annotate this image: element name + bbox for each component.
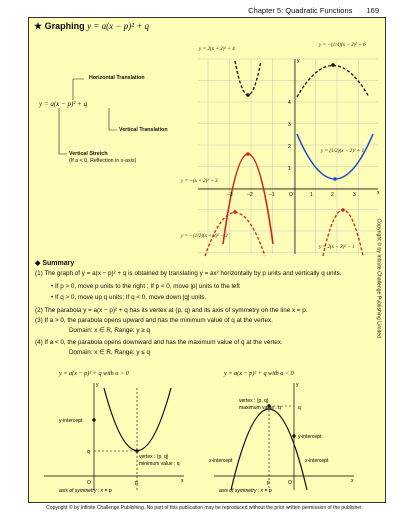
left-y-intercept: y-intercept	[59, 418, 83, 424]
right-maximum: maximum value : q	[239, 405, 281, 411]
curve-blue	[297, 134, 373, 179]
horizontal-translation-label: Horizontal Translation	[89, 75, 145, 81]
left-minimum: minimum value : q	[139, 461, 180, 467]
summary-item-1b: • If q > 0, move up q units; If q < 0, move down |q| units.	[51, 294, 207, 301]
vertical-stretch-label: Vertical Stretch	[69, 151, 108, 157]
curve-red	[223, 154, 273, 244]
summary-item-4: (4) If a < 0, the parabola opens downward and has the maximum value of q at the vertex.	[35, 339, 283, 346]
page-header	[236, 6, 379, 15]
curve-topright	[297, 66, 369, 98]
label-topright: y = −(1/4)(x − 2)² + 6	[319, 42, 366, 48]
side-copyright: Copyright © by Infinite Challenge Publishing Limited	[375, 218, 381, 338]
page-number: 169	[366, 6, 379, 15]
right-x: x	[351, 478, 354, 484]
x-tick-3: 3	[353, 192, 356, 198]
label-red: y = −(x + 2)² + 3	[181, 178, 218, 184]
right-small-graph	[209, 378, 359, 493]
left-p: p	[135, 480, 138, 486]
formula-arrows	[29, 18, 169, 178]
right-q: q	[298, 405, 301, 411]
x-tick-neg2: −2	[247, 192, 253, 198]
origin-label: O	[289, 192, 293, 198]
summary-item-1a: • If p > 0, move p units to the right ; If p < 0, move |p| units to the left	[51, 283, 240, 290]
right-x-intercept-2: x-intercept	[305, 458, 329, 464]
graph-grid	[198, 59, 378, 254]
x-tick-neg3: −3	[227, 192, 233, 198]
left-x: x	[181, 478, 184, 484]
label-blue: y = (1/2)(x − 2)² + 1	[321, 148, 365, 154]
label-bottom-left: y = −(1/2)(x + 3)² − 2	[181, 233, 228, 239]
y-tick-4: 4	[288, 100, 291, 106]
x-axis-label: x	[377, 190, 380, 196]
summary-item-4-domain: Domain: x ∈ R, Range: y ≤ q	[69, 349, 151, 356]
main-formula: y = a(x − p)² + q	[39, 100, 88, 108]
right-vertex: vertex : (p, q)	[239, 398, 269, 404]
y-tick-1: 1	[288, 166, 291, 172]
x-tick-neg1: −1	[269, 192, 275, 198]
label-bottom-right: y = 2(x − 3)² − 1	[319, 244, 355, 250]
left-origin: O	[87, 480, 91, 486]
right-y-intercept: y-intercept	[298, 434, 322, 440]
right-p: p	[267, 480, 270, 486]
left-q: q	[87, 449, 90, 455]
main-graph	[193, 34, 383, 259]
y-tick-2: 2	[288, 144, 291, 150]
vertical-stretch-note: (If a < 0, Reflection in x-axis)	[69, 158, 137, 164]
footer-copyright: Copyright © by Infinite Challenge Publishing. No part of this publication may be reproduced without the prior written permission of the publisher.	[46, 505, 363, 511]
vertical-translation-label: Vertical Translation	[119, 127, 168, 133]
summary-item-2: (2) The parabola y = a(x − p)² + q has its vertex at (p, q) and its axis of symmetry on the line x = p.	[35, 307, 308, 314]
left-small-graph	[39, 378, 189, 493]
section-title-formula: y = a(x − p)² + q	[87, 21, 150, 31]
section-title-text: Graphing	[44, 21, 85, 31]
summary-item-3: (3) If a > 0, the parabola opens upward and has the minimum value of q at the vertex.	[35, 317, 273, 324]
x-tick-1: 1	[310, 192, 313, 198]
y-tick-3: 3	[288, 122, 291, 128]
right-origin: O	[288, 480, 292, 486]
label-topleft: y = 2(x + 2)² + 4	[199, 46, 235, 52]
curve-topleft	[235, 61, 261, 95]
chapter-title: Chapter 5: Quadratic Functions	[248, 6, 353, 15]
right-axis: axis of symmetry : x = p	[219, 488, 272, 494]
right-y: y	[296, 382, 299, 388]
left-y: y	[96, 382, 99, 388]
y-axis-label: y	[297, 58, 300, 64]
right-graph-title: y = a(x − p)² + q with a < 0	[224, 370, 294, 377]
star-icon: ★	[34, 21, 43, 31]
x-tick-2: 2	[331, 192, 334, 198]
left-vertex: vertex : (p, q)	[139, 454, 169, 460]
summary-item-1: (1) The graph of y = a(x − p)² + q is obtained by translating y = ax² horizontally by p units and vertically q units.	[35, 270, 342, 277]
content-box	[28, 17, 386, 503]
summary-item-3-domain: Domain: x ∈ R, Range: y ≥ q	[69, 327, 151, 334]
left-graph-title: y = a(x − p)² + q with a > 0	[59, 370, 129, 377]
right-x-intercept-1: x-intercept	[209, 458, 233, 464]
summary-title: ◆ Summary	[35, 260, 75, 267]
left-axis: axis of symmetry : x = p	[59, 488, 112, 494]
